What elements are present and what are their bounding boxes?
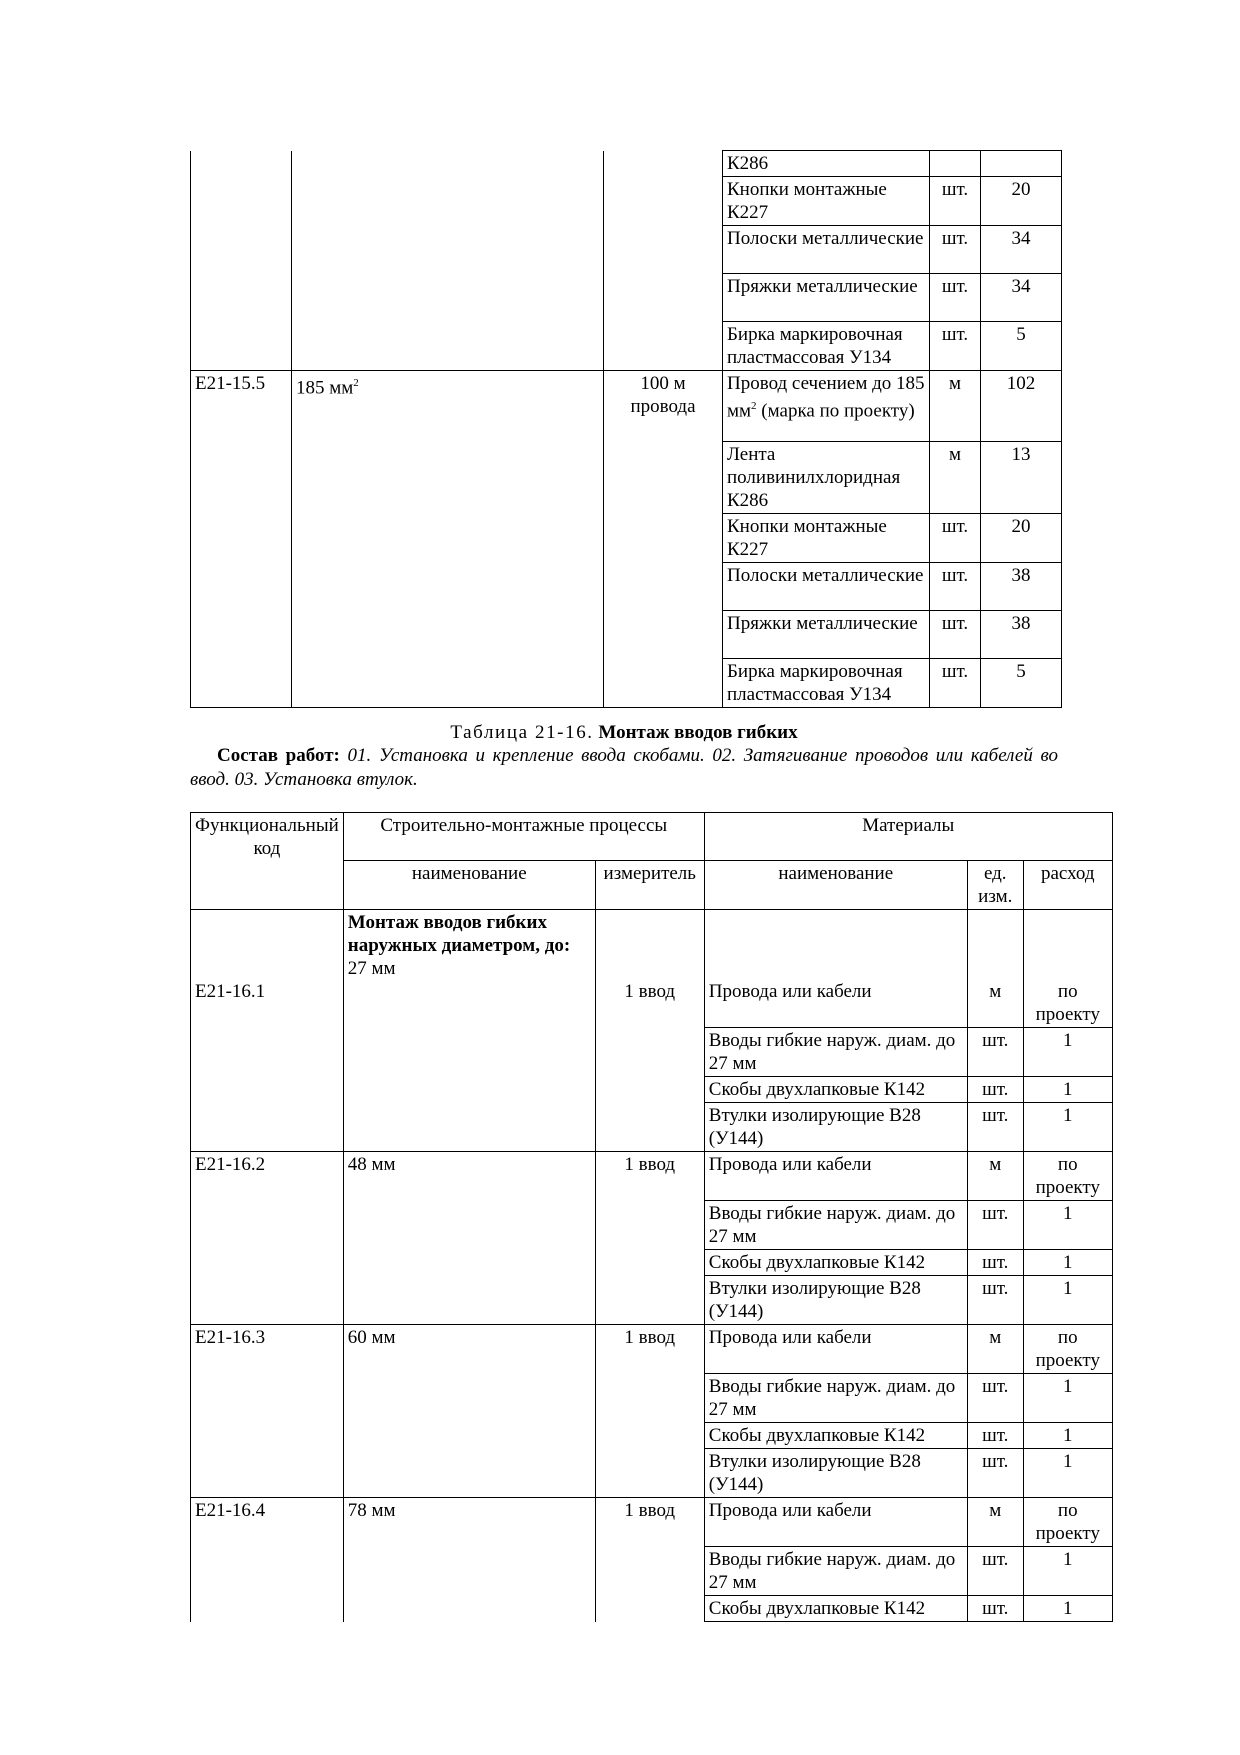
material-unit: шт. — [967, 1596, 1023, 1622]
process-name: 60 мм — [343, 1325, 595, 1498]
process-name: 48 мм — [343, 1152, 595, 1325]
material-name: Бирка маркировочная пластмассовая У134 — [723, 659, 930, 708]
functional-code: Е21-16.4 — [191, 1498, 344, 1622]
process-measure: 1 ввод — [595, 1325, 704, 1498]
material-qty: 5 — [981, 659, 1062, 708]
material-name: Пряжки металлические — [723, 274, 930, 322]
functional-code: Е21-16.1 — [191, 910, 344, 1152]
material-unit: м — [967, 910, 1023, 1028]
material-unit: шт. — [967, 1201, 1023, 1250]
material-name: Пряжки металлические — [723, 611, 930, 659]
material-qty: по проекту — [1023, 910, 1112, 1028]
functional-code: Е21-16.3 — [191, 1325, 344, 1498]
table-title: Монтаж вводов гибких — [598, 722, 798, 743]
material-unit: шт. — [967, 1547, 1023, 1596]
material-qty: 38 — [981, 611, 1062, 659]
material-unit: шт. — [967, 1103, 1023, 1152]
material-name: Скобы двухлапковые К142 — [704, 1423, 967, 1449]
material-name: Полоски металлические — [723, 563, 930, 611]
material-name: Скобы двухлапковые К142 — [704, 1250, 967, 1276]
material-unit: шт. — [967, 1449, 1023, 1498]
group-title: Монтаж вводов гибких наружных диаметром, до: — [347, 912, 571, 956]
material-qty: 20 — [981, 177, 1062, 226]
material-name: Вводы гибкие наруж. диам. до 27 мм — [704, 1374, 967, 1423]
material-name: Провода или кабели — [704, 1498, 967, 1547]
material-qty: 1 — [1023, 1596, 1112, 1622]
material-unit: шт. — [930, 514, 981, 563]
material-unit: шт. — [930, 177, 981, 226]
material-qty: по проекту — [1023, 1325, 1112, 1374]
material-qty: 1 — [1023, 1276, 1112, 1325]
work-composition — [190, 744, 1058, 792]
material-qty: 1 — [1023, 1374, 1112, 1423]
header-unit: ед. изм. — [967, 861, 1023, 910]
material-unit: шт. — [930, 659, 981, 708]
material-name: Скобы двухлапковые К142 — [704, 1596, 967, 1622]
material-unit: шт. — [930, 322, 981, 371]
material-qty — [981, 151, 1062, 177]
process-measure: 100 м провода — [604, 371, 723, 708]
measure-cell-prev — [604, 151, 723, 371]
process-measure: 1 ввод — [595, 1152, 704, 1325]
material-name: Провода или кабели — [704, 1325, 967, 1374]
material-unit: м — [967, 1152, 1023, 1201]
name-cell-prev — [292, 151, 604, 371]
material-qty: 34 — [981, 226, 1062, 274]
material-name: Скобы двухлапковые К142 — [704, 1077, 967, 1103]
material-name: Вводы гибкие наруж. диам. до 27 мм — [704, 1201, 967, 1250]
material-qty: по проекту — [1023, 1498, 1112, 1547]
material-unit — [930, 151, 981, 177]
material-name: Втулки изолирующие В28 (У144) — [704, 1103, 967, 1152]
material-name: Кнопки монтажные К227 — [723, 177, 930, 226]
material-qty: 5 — [981, 322, 1062, 371]
process-measure: 1 ввод — [595, 1498, 704, 1622]
material-name: Бирка маркировочная пластмассовая У134 — [723, 322, 930, 371]
material-name: Втулки изолирующие В28 (У144) — [704, 1449, 967, 1498]
material-name: Втулки изолирующие В28 (У144) — [704, 1276, 967, 1325]
material-qty: 34 — [981, 274, 1062, 322]
header-rate: расход — [1023, 861, 1112, 910]
material-unit: м — [930, 442, 981, 514]
material-unit: шт. — [967, 1276, 1023, 1325]
work-composition-label: Состав работ: — [217, 745, 340, 766]
material-name: Кнопки монтажные К227 — [723, 514, 930, 563]
material-unit: шт. — [930, 226, 981, 274]
material-unit: м — [967, 1325, 1023, 1374]
material-name: К286 — [723, 151, 930, 177]
table-caption — [190, 721, 1058, 744]
header-name: наименование — [343, 861, 595, 910]
material-unit: шт. — [930, 274, 981, 322]
material-unit: шт. — [930, 563, 981, 611]
material-unit: шт. — [967, 1250, 1023, 1276]
material-qty: 20 — [981, 514, 1062, 563]
material-qty: 1 — [1023, 1423, 1112, 1449]
process-name: Монтаж вводов гибких наружных диаметром, до: 27 мм — [343, 910, 595, 1152]
material-name: Лента поливинилхлоридная К286 — [723, 442, 930, 514]
material-qty: 1 — [1023, 1028, 1112, 1077]
work-composition-text: 01. Установка и крепление ввода скобами. 02. Затягивание проводов или кабелей во ввод. 03. Установка втулок. — [190, 745, 1059, 790]
material-name: Провод сечением до 185 $мм^2$ (марка по проекту) — [723, 371, 930, 442]
material-unit: м — [930, 371, 981, 442]
material-qty: 1 — [1023, 1449, 1112, 1498]
material-unit: шт. — [930, 611, 981, 659]
material-qty: 1 — [1023, 1547, 1112, 1596]
material-unit: шт. — [967, 1028, 1023, 1077]
process-name: 185 $мм^2$ — [292, 371, 604, 708]
table-number: Таблица 21-16. — [450, 722, 594, 743]
process-measure: 1 ввод — [595, 910, 704, 1152]
functional-code: Е21-15.5 — [191, 371, 292, 708]
header-materials: Материалы — [704, 813, 1112, 861]
material-name: Вводы гибкие наруж. диам. до 27 мм — [704, 1547, 967, 1596]
header-processes: Строительно-монтажные процессы — [343, 813, 704, 861]
materials-table-21-16 — [190, 812, 1113, 1622]
material-name: Провода или кабели — [704, 910, 967, 1028]
functional-code: Е21-16.2 — [191, 1152, 344, 1325]
material-qty: 1 — [1023, 1077, 1112, 1103]
materials-table-continued — [190, 150, 1062, 708]
code-cell-prev — [191, 151, 292, 371]
material-qty: 38 — [981, 563, 1062, 611]
material-qty: 13 — [981, 442, 1062, 514]
material-unit: шт. — [967, 1374, 1023, 1423]
material-unit: м — [967, 1498, 1023, 1547]
header-measure: измеритель — [595, 861, 704, 910]
material-qty: 102 — [981, 371, 1062, 442]
material-unit: шт. — [967, 1423, 1023, 1449]
material-name: Полоски металлические — [723, 226, 930, 274]
material-qty: 1 — [1023, 1103, 1112, 1152]
material-qty: 1 — [1023, 1201, 1112, 1250]
material-qty: 1 — [1023, 1250, 1112, 1276]
material-name: Вводы гибкие наруж. диам. до 27 мм — [704, 1028, 967, 1077]
material-name: Провода или кабели — [704, 1152, 967, 1201]
material-unit: шт. — [967, 1077, 1023, 1103]
process-name: 78 мм — [343, 1498, 595, 1622]
header-functional-code: Функциональный код — [191, 813, 344, 910]
material-qty: по проекту — [1023, 1152, 1112, 1201]
header-material-name: наименование — [704, 861, 967, 910]
